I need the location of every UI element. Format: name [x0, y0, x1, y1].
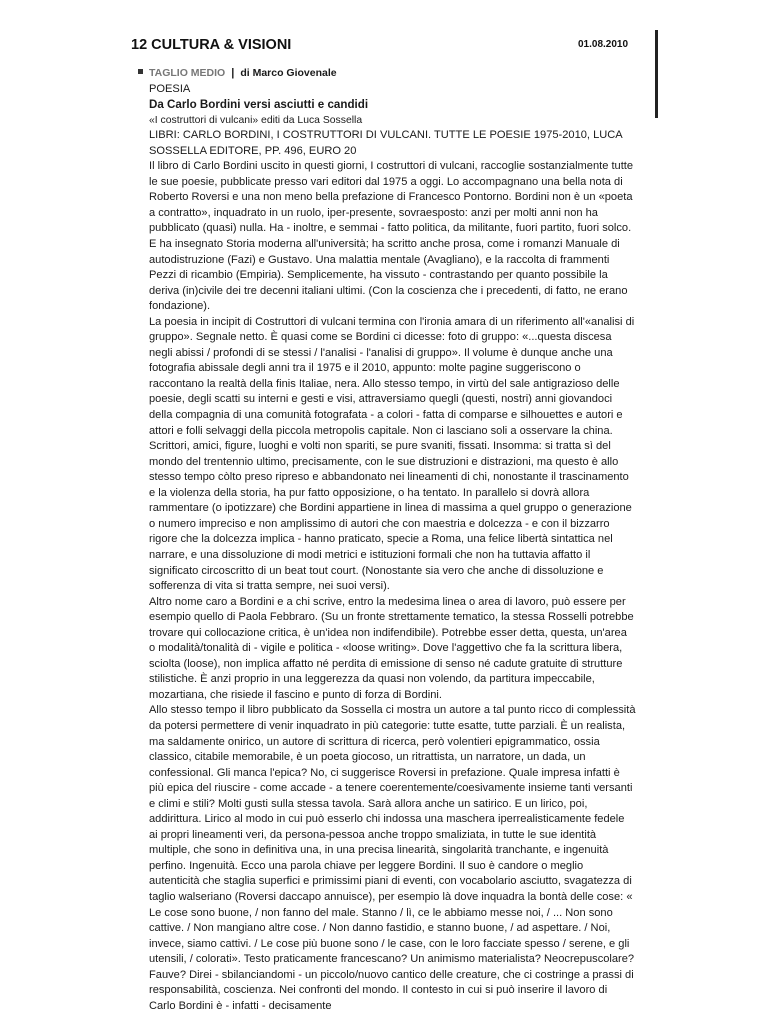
article [149, 66, 636, 1014]
byline [149, 66, 636, 82]
paragraph-4: Altro nome caro a Bordini e a chi scrive, entro la medesima linea o area di lavoro, può essere per esempio quello di Paola Febbraro. (Su un fronte strettamente tematico, la stessa Rosselli potrebbe trovare qui collocazione critica, è un'idea non indifendibile). Potrebbe esser detta, questa, un'area o modalità/tonalità di - vigile e politica - «loose writing». Dove l'aggettivo che fa la scrittura libera, sciolta (loose), non implica affatto né perdita di emissione di senso né cadute gratuite di strutture stilistiche. È anzi proprio in una leggerezza da quasi non volendo, da partitura impeccabile, mozartiana, che risiede il fascino e punto di forza di Bordini. [149, 595, 634, 701]
rubric-label[interactable]: TAGLIO MEDIO [149, 67, 226, 79]
article-title: Da Carlo Bordini versi asciutti e candidi [149, 98, 369, 112]
paragraph-1: Il libro di Carlo Bordini uscito in questi giorni, I costruttori di vulcani, raccoglie sostanzialmente tutte le sue poesie, pubblicate presso vari editori dal 1975 a oggi. Lo accompagnano una bella nota di Roberto Roversi e una non meno bella prefazione di Francesco Pontorno. Bordini non è un «poeta a contratto», inquadrato in un ruolo, iper-presente, sovraesposto: anzi per molti anni non ha pubblicato (quasi) nulla. Ha - inoltre, e semmai - fatto politica, da militante, fuori partito, fuori solco. E ha insegnato Storia moderna all'università; ha scritto anche prosa, come i romanzi Manuale di autodistruzione (Fazi) e Gustavo. Una malattia mentale (Avagliano), e la raccolta di frammenti Pezzi di ricambio (Empiria). Semplicemente, ha vissuto - contrastando per quanto possibile la deriva (in)civile dei tre decenni italiani ultimi. (Con la coscienza che i precedenti, di fatto, ne erano fondazione). [149, 160, 634, 313]
article-category: POESIA [149, 82, 191, 95]
article-subtitle: «I costruttori di vulcani» editi da Luca Sossella [149, 114, 363, 126]
column-divider [655, 30, 658, 118]
byline-separator: | [231, 67, 235, 79]
issue-date: 01.08.2010 [578, 39, 629, 50]
paragraph-5: Allo stesso tempo il libro pubblicato da Sossella ci mostra un autore a tal punto ricco di complessità da potersi permettere di venir inquadrato in più categorie: tutte esatte, tutte parziali. È un realista, ma saldamente onirico, un autore di scrittura di ricerca, però volentieri epigrammatico, ossia classico, citabile memorabile, è un poeta giocoso, un ritrattista, un narratore, un dada, un confessional. Gli manca l'epica? No, ci suggerisce Roversi in prefazione. Quale impresa infatti è più epica del riuscire - come accade - a tenere coerentemente/coesivamente insieme tanti versanti e climi e stili? Molti gusti sulla stessa tavola. Sarà allora anche un satirico. E un lirico, poi, addirittura. Lirico al modo in cui può esserlo chi indossa una maschera iperrealisticamente fedele ai propri lineamenti veri, da persona-pessoa anche troppo smaliziata, in tutte le sue identità multiple, che sono in definitiva una, in una precisa linearità, singolarità tranchante, e ingenuità perfino. Ingenuità. Ecco una parola chiave per leggere Bordini. Il suo è candore o meglio autenticità che staglia superfici e primissimi piani di eventi, con vocabolario asciutto, svagatezza di taglio walseriano (Roversi daccapo annuisce), per esempio là dove inquadra la bontà delle cose: « Le cose sono buone, / non fanno del male. Stanno / lì, ce le abbiamo messe noi, / ... Non sono cattive. / Non mangiano altre cose. / Non danno fastidio, e stanno buone, / ad aspettare. / Noi, invece, siamo cattivi. / Le cose più buone sono / le case, con le loro facciate spesso / serene, e gli utensili, / colorati». Testo praticamente francescano? Un animismo materialista? Neocrepuscolare? Fauve? Direi - sbilanciandomi - un piccolo/nuovo cantico delle creature, che ci costringe a prassi di responsabilità, coscienza. Nei confronti del mondo. Il contesto in cui si può inserire il lavoro di Carlo Bordini è - infatti - decisamente [149, 704, 636, 1012]
bullet-icon [138, 69, 143, 74]
paragraph-2: La poesia in incipit di Costruttori di vulcani termina con l'ironia amara di un riferimento all'«analisi di gruppo». Segnale netto. È quasi come se Bordini ci dicesse: foto di gruppo: «...questa discesa negli abissi / profondi di se stessi / l'analisi - l'analisi di gruppo». Il volume è dunque anche una fotografia abissale degli anni tra il 1975 e il 2010, appunto: molte pagine suggeriscono o raccontano la realtà della finis Italiae, nera. Allo stesso tempo, in virtù del sale antigrazioso delle poesie, degli scatti su interni e gesti e visi, attraversiamo quegli (questi, nostri) anni giovandoci della compagnia di una comunità fotografata - a colori - fatta di comparse e silhouettes e autori e attori e folli selvaggi della piccola metropolis capitale. Non ci lasciano soli a osservare la china. [149, 315, 635, 437]
paragraph-3: Scrittori, amici, figure, luoghi e volti non spariti, se pure svaniti, fissati. Insomma: si tratta sì del mondo del trentennio ultimo, precisamente, con le sue distruzioni e distrazioni, ma questo è allo stesso tempo còlto preso ripreso e abbandonato nei lineamenti di chi, nonostante il trascinamento e la violenza della storia, ha pur fatto opposizione, o ha tentato. In parallelo si dovrà allora rammentare (o ipotizzare) che Bordini appartiene in linea di massima a quel gruppo o generazione o numero impreciso e non amplissimo di autori che con maestria e dolcezza - e con il bizzarro rigore che la dolcezza implica - hanno praticato, specie a Roma, una felice libertà sintattica nel narrare, e una dissoluzione di modi metrici e istituzioni formali che non ha tuttavia affatto il significato circoscritto di un beat tout court. (Nonostante sia vero che anche di dissoluzione e sofferenza di vita si tratta sempre, nei suoi versi). [149, 440, 632, 593]
book-info: LIBRI: CARLO BORDINI, I COSTRUTTORI DI VULCANI. TUTTE LE POESIE 1975-2010, LUCA SOSSELLA EDITORE, PP. 496, EURO 20 [149, 129, 623, 157]
section-title: 12 CULTURA & VISIONI [131, 37, 292, 53]
author-name: di Marco Giovenale [240, 67, 337, 79]
